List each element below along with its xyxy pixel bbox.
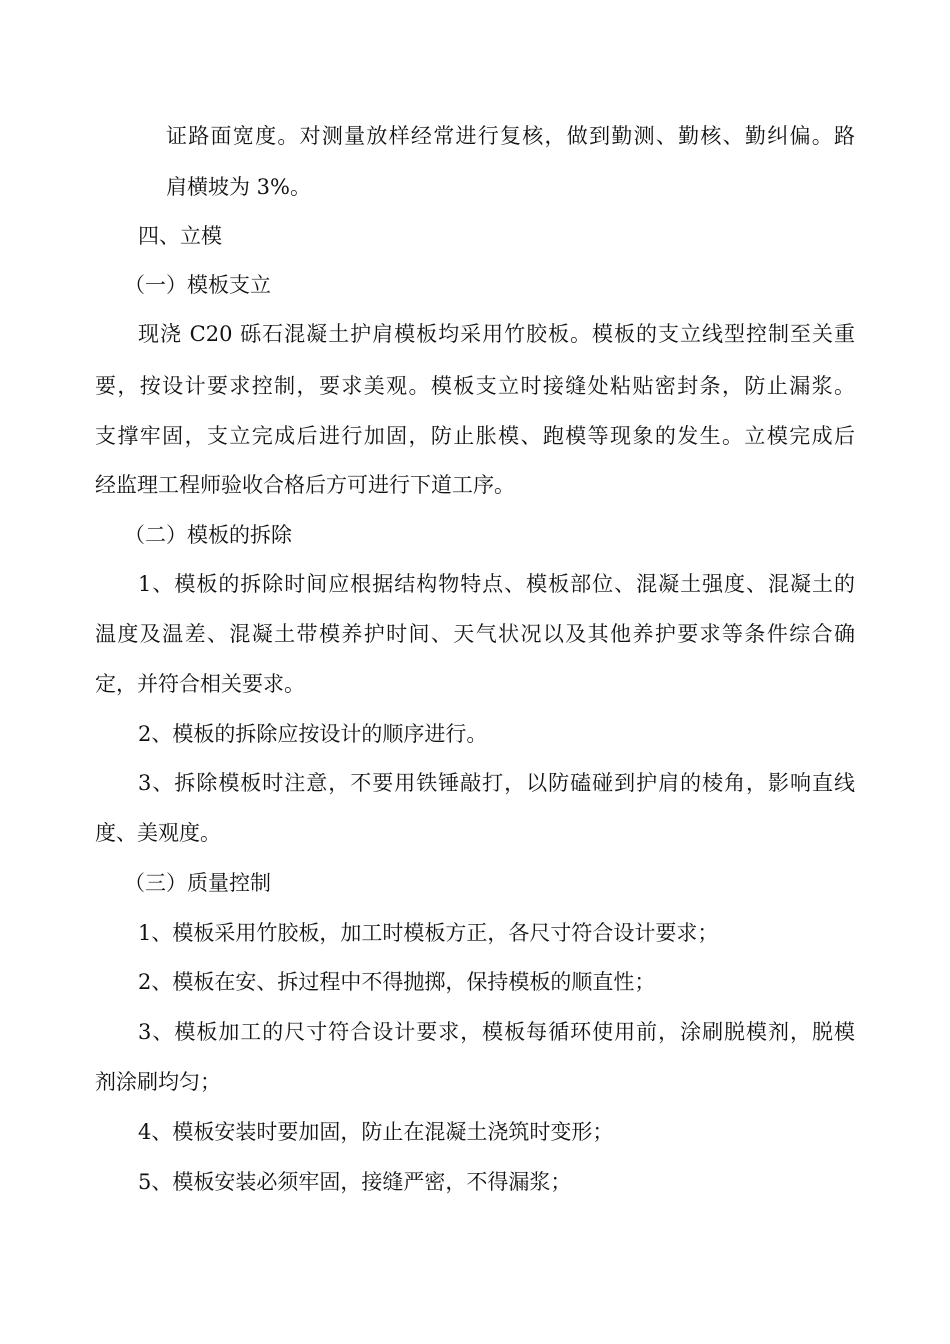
paragraph-line: 证路面宽度。对测量放样经常进行复核，做到勤测、勤核、勤纠偏。路 (166, 124, 855, 148)
list-item-line: 2、模板在安、拆过程中不得抛掷，保持模板的顺直性； (138, 970, 656, 994)
paragraph-line: 现浇 C20 砾石混凝土护肩模板均采用竹胶板。模板的支立线型控制至关重 (138, 322, 855, 346)
list-item-line: 3、模板加工的尺寸符合设计要求，模板每循环使用前，涂刷脱模剂，脱模 (138, 1020, 855, 1044)
list-item-line: 4、模板安装时要加固，防止在混凝土浇筑时变形； (138, 1120, 614, 1144)
section-heading: 四、立模 (138, 224, 222, 248)
list-item-line: 剂涂刷均匀； (95, 1070, 221, 1094)
list-item-line: 5、模板安装必须牢固，接缝严密，不得漏浆； (138, 1170, 572, 1194)
list-item-line: 1、模板采用竹胶板，加工时模板方正，各尺寸符合设计要求； (138, 921, 719, 945)
paragraph-line: 要，按设计要求控制，要求美观。模板支立时接缝处粘贴密封条，防止漏浆。 (95, 374, 855, 398)
list-item-line: 度、美观度。 (95, 821, 221, 845)
subsection-heading: （一）模板支立 (124, 273, 271, 297)
list-item-line: 温度及温差、混凝土带模养护时间、天气状况以及其他养护要求等条件综合确 (95, 622, 855, 646)
paragraph-line: 支撑牢固，支立完成后进行加固，防止胀模、跑模等现象的发生。立模完成后 (95, 424, 855, 448)
list-item-line: 定，并符合相关要求。 (95, 672, 305, 696)
paragraph-line: 肩横坡为 3%。 (166, 175, 311, 199)
list-item-line: 1、模板的拆除时间应根据结构物特点、模板部位、混凝土强度、混凝土的 (138, 572, 855, 596)
list-item-line: 2、模板的拆除应按设计的顺序进行。 (138, 722, 488, 746)
subsection-heading: （二）模板的拆除 (124, 523, 292, 547)
list-item-line: 3、拆除模板时注意，不要用铁锤敲打，以防磕碰到护肩的棱角，影响直线 (138, 771, 855, 795)
subsection-heading: （三）质量控制 (124, 871, 271, 895)
paragraph-line: 经监理工程师验收合格后方可进行下道工序。 (95, 473, 515, 497)
